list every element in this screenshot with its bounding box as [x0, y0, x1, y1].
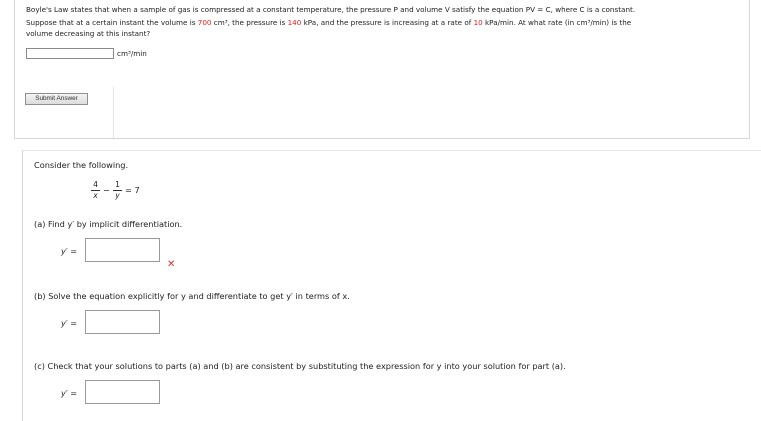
part-c-label: (c) Check that your solutions to parts (a) and (b) are consistent by substituting the expression for y into your solution for part (a). [34, 361, 566, 371]
unit-label: cm³/min [117, 49, 147, 58]
panel-divider [113, 87, 114, 138]
question-2-panel [22, 150, 761, 421]
q1-line2-b: cm³, the pressure is [211, 18, 288, 27]
rate-value: 10 [473, 18, 483, 27]
incorrect-icon: ✕ [167, 259, 176, 270]
equation-rhs: = 7 [125, 185, 140, 195]
q1-line3: volume decreasing at this instant? [26, 29, 151, 38]
frac1-numerator: 4 [93, 180, 98, 189]
part-a-yprime: y′ = [61, 246, 78, 256]
frac2-numerator: 1 [115, 180, 120, 189]
frac1-denominator: x [93, 191, 98, 200]
volume-rate-input[interactable] [26, 48, 114, 59]
question-1-panel [14, 0, 750, 139]
part-a-label: (a) Find y′ by implicit differentiation. [34, 219, 183, 229]
minus-sign: − [103, 185, 110, 195]
part-c-yprime: y′ = [61, 388, 78, 398]
volume-value: 700 [197, 18, 212, 27]
part-a-answer-box[interactable] [85, 238, 160, 262]
q1-line2-c: kPa, and the pressure is increasing at a rate of [301, 18, 474, 27]
part-b-label: (b) Solve the equation explicitly for y and differentiate to get y′ in terms of x. [34, 291, 350, 301]
part-b-answer-box[interactable] [85, 310, 160, 334]
part-b-yprime: y′ = [61, 318, 78, 328]
q1-intro: Boyle's Law states that when a sample of gas is compressed at a constant temperature, the pressure P and volume V satisfy the equation PV = C, where C is a constant. [26, 5, 636, 14]
consider-text: Consider the following. [34, 160, 129, 170]
frac2-denominator: y [115, 191, 120, 200]
q1-line2-a: Suppose that at a certain instant the volume is [26, 18, 198, 27]
q1-line2 [26, 17, 741, 28]
part-c-answer-box[interactable] [85, 380, 160, 404]
pressure-value: 140 [287, 18, 302, 27]
q1-line2-d: kPa/min. At what rate (in cm³/min) is the [482, 18, 632, 27]
submit-answer-button[interactable]: Submit Answer [25, 93, 88, 105]
